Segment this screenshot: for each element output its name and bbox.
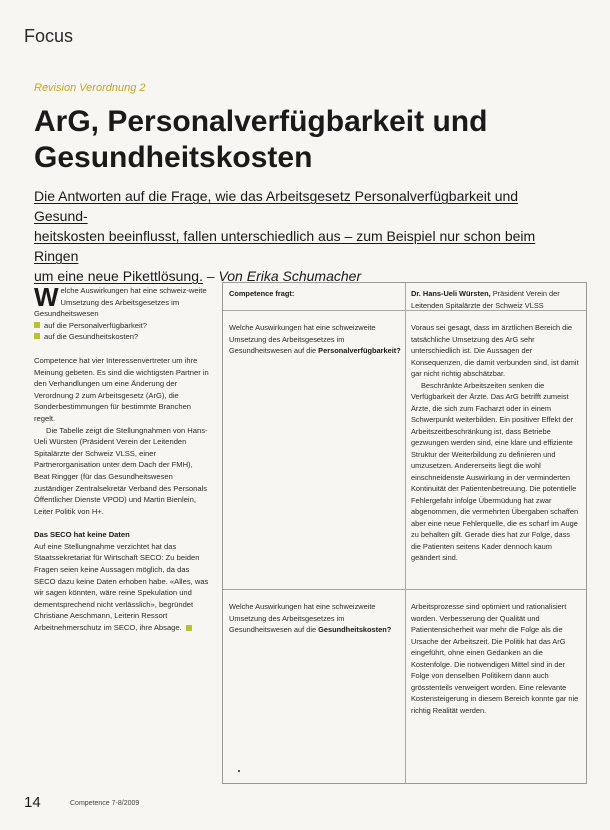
publication-footer: Competence 7-8/2009 bbox=[70, 800, 140, 807]
article-title: ArG, Personalverfügbarkeit und Gesundheitskosten bbox=[34, 105, 488, 174]
stray-dot bbox=[238, 770, 240, 772]
article-rubric: Revision Verordnung 2 bbox=[34, 82, 146, 94]
byline: – Von Erika Schumacher bbox=[206, 268, 362, 284]
column-divider bbox=[405, 283, 406, 783]
green-square-bullet-icon bbox=[34, 333, 40, 339]
table-question-2: Welche Auswirkungen hat eine schweizweite Umsetzung des Arbeitsgesetzes im Gesundheitswesen auf die Gesundheitskosten? bbox=[229, 602, 392, 634]
intro-paragraph bbox=[34, 282, 209, 320]
respondent-name: Dr. Hans-Ueli Würsten, bbox=[411, 289, 491, 298]
intro-question-1 bbox=[34, 320, 209, 332]
interview-table bbox=[222, 282, 587, 784]
article-lead bbox=[34, 186, 574, 286]
article-body-column bbox=[34, 282, 209, 634]
table-question-1: Welche Auswirkungen hat eine schweizweite Umsetzung des Arbeitsgesetzes im Gesundheitswesen auf die Personalverfügbarkeit? bbox=[229, 323, 401, 355]
drop-cap: W bbox=[34, 282, 59, 312]
lead-line-3: um eine neue Pikettlösung. bbox=[34, 268, 203, 284]
table-answer-2: Arbeitsprozesse sind optimiert und rationalisiert worden. Verbesserung der Qualität und Patientensicherheit war mehr die Folge als die Ursache der Arbeitszeit. Die Politik hat das ArG eingeführt, ohne einen Gedanken an die Kostenfolge. Die notwendigen Mittel sind in der Folge von denselben Politikern dann auch grösstenteils verweigert worden. Eine relevante Kostensteigerung in diesem Bereich konnte gar nie richtig Realität werden. bbox=[411, 602, 579, 715]
end-mark-icon bbox=[186, 625, 192, 631]
subheading: Das SECO hat keine Daten bbox=[34, 530, 130, 540]
answer-1-paragraph-2: Beschränkte Arbeitszeiten senken die Verfügbarkeit der Ärzte. Das ArG betrifft zumeist Ärzte, die sich zum Facharzt oder in einem Schwerpunkt weiterbilden. Ein positiver Effekt der Arbeitszeitbeschränkung ist, dass Betriebe gezwungen werden sind, eine klare und effiziente Struktur der Weiterbildung zu definieren und umzusetzen. Andererseits liegt die wohl einschneidenste Auswirkung in der verminderten Kontinuität der Patientenbetreuung. Die potentielle Fehlergefahr infolge Übermüdung hat zwar abgenommen, die vermehrten Übergaben schaffen aber eine neue Fehlerquelle, die es scharf im Auge zu behalten gilt. Gerade dies hat zur Folge, dass die Patienten seitens Kader dennoch kaum geändert sind. bbox=[411, 380, 579, 562]
table-answer-1 bbox=[411, 322, 581, 564]
body-paragraph-4 bbox=[34, 541, 209, 634]
body-paragraph-3: Die Tabelle zeigt die Stellungnahmen von Hans-Ueli Würsten (Präsident Verein der Leitenden Spitalärzte der Schweiz VLSS, einer Partnerorganisation unter dem Dach der FMH), Beat Ringger (für das Gesundheitswesen zuständiger Zentralsekretär Verband des Personals Öffentlicher Dienste VPOD) und Martin Bienlein, Leiter Politik von H+. bbox=[34, 425, 208, 516]
intro-question-2-text: auf die Gesundheitskosten? bbox=[44, 332, 139, 342]
page-number: 14 bbox=[24, 794, 41, 811]
answer-1-paragraph-1: Voraus sei gesagt, dass im ärztlichen Bereich die tatsächliche Umsetzung des ArG sehr unterschiedlich ist. Die Aussagen der Konsequenzen, die damit verbunden sind, ist damit gar nicht richtig abschätzbar. bbox=[411, 323, 579, 378]
lead-line-1: Die Antworten auf die Frage, wie das Arbeitsgesetz Personalverfügbarkeit und Gesund- bbox=[34, 188, 519, 224]
green-square-bullet-icon bbox=[34, 322, 40, 328]
intro-text: elche Auswirkungen hat eine schweiz-weite Umsetzung des Arbeitsgesetzes im Gesundheitswesen bbox=[34, 286, 207, 319]
table-header-respondent bbox=[411, 288, 581, 311]
body-paragraph-4-text: Auf eine Stellungnahme verzichtet hat das Staatssekretariat für Wirtschaft SECO: Zu beiden Fragen seien keine Aussagen möglich, da das SECO dazu keine Daten erhoben habe. «Alles, was wir sagen könnten, wäre reine Spekulation und dementsprechend nicht verlässlich», begründet Christiane Aeschmann, Leiterin Ressort Arbeitnehmerschutz im SECO, ihre Absage. bbox=[34, 541, 209, 633]
table-header-question: Competence fragt: bbox=[229, 289, 295, 298]
row-rule bbox=[223, 589, 586, 590]
lead-line-2: heitskosten beeinflusst, fallen unterschiedlich aus – zum Beispiel nur schon beim Ringen bbox=[34, 228, 536, 264]
section-title: Focus bbox=[24, 26, 74, 46]
body-paragraph-2: Competence hat vier Interessenvertreter um ihre Meinung gebeten. Es sind die wichtigsten Partner in den Verhandlungen um eine Änderung der Verordnung 2 zum Arbeitsgesetz (ArG), die Sonderbestimmungen für bestimmte Branchen regelt. bbox=[34, 355, 209, 423]
respondent-role: Präsident Verein der Leitenden Spitalärzte der Schweiz VLSS bbox=[411, 289, 560, 310]
intro-question-1-text: auf die Personalverfügbarkeit? bbox=[44, 320, 148, 330]
intro-question-2 bbox=[34, 331, 209, 343]
